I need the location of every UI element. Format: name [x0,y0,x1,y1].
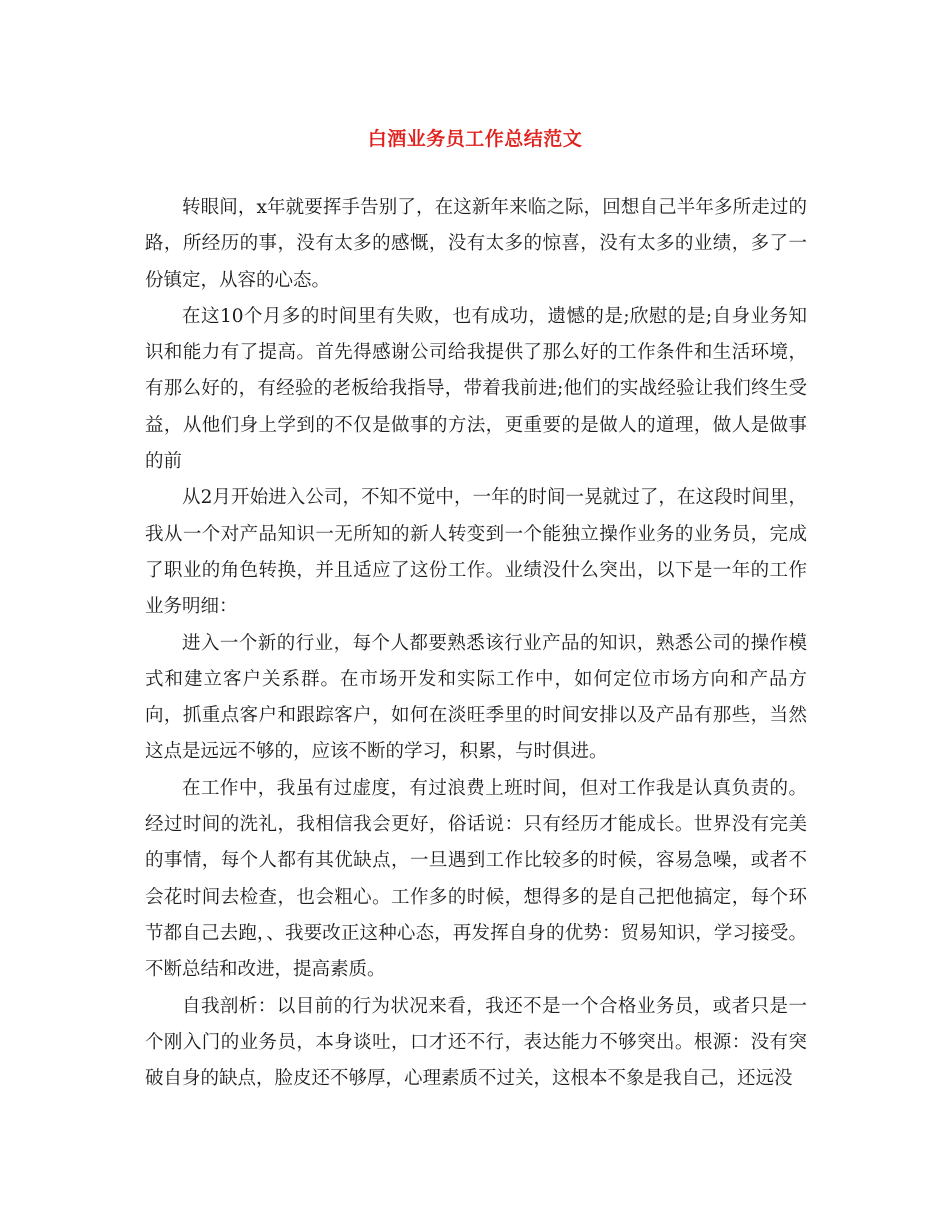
paragraph: 在这10个月多的时间里有失败，也有成功，遗憾的是;欣慰的是;自身业务知识和能力有了提高。首先得感谢公司给我提供了那么好的工作条件和生活环境，有那么好的，有经验的老板给我指导，带着我前进;他们的实战经验让我们终生受益，从他们身上学到的不仅是做事的方法，更重要的是做人的道理，做人是做事的前 [145,305,807,473]
paragraph: 进入一个新的行业，每个人都要熟悉该行业产品的知识，熟悉公司的操作模式和建立客户关系群。在市场开发和实际工作中，如何定位市场方向和产品方向，抓重点客户和跟踪客户，如何在淡旺季里的时间安排以及产品有那些，当然这点是远远不够的，应该不断的学习，积累，与时俱进。 [145,632,807,763]
paragraph: 自我剖析：以目前的行为状况来看，我还不是一个合格业务员，或者只是一个刚入门的业务员，本身谈吐，口才还不行，表达能力不够突出。根源：没有突破自身的缺点，脸皮还不够厚，心理素质不过关，这根本不象是我自己，还远没 [145,995,807,1090]
document-title: 白酒业务员工作总结范文 [367,128,583,150]
paragraph: 在工作中，我虽有过虚度，有过浪费上班时间，但对工作我是认真负责的。经过时间的洗礼，我相信我会更好，俗话说：只有经历才能成长。世界没有完美的事情，每个人都有其优缺点，一旦遇到工作比较多的时候，容易急噪，或者不会花时间去检查，也会粗心。工作多的时候，想得多的是自己把他搞定，每个环节都自己去跑，、我要改正这种心态，再发挥自身的优势：贸易知识，学习接受。不断总结和改进，提高素质。 [145,777,807,981]
document-body [145,190,807,1097]
paragraph: 转眼间，x年就要挥手告别了，在这新年来临之际，回想自己半年多所走过的路，所经历的事，没有太多的感慨，没有太多的惊喜，没有太多的业绩，多了一份镇定，从容的心态。 [145,197,807,291]
paragraph: 从2月开始进入公司，不知不觉中，一年的时间一晃就过了，在这段时间里，我从一个对产品知识一无所知的新人转变到一个能独立操作业务的业务员，完成了职业的角色转换，并且适应了这份工作。业绩没什么突出，以下是一年的工作业务明细： [145,487,807,618]
